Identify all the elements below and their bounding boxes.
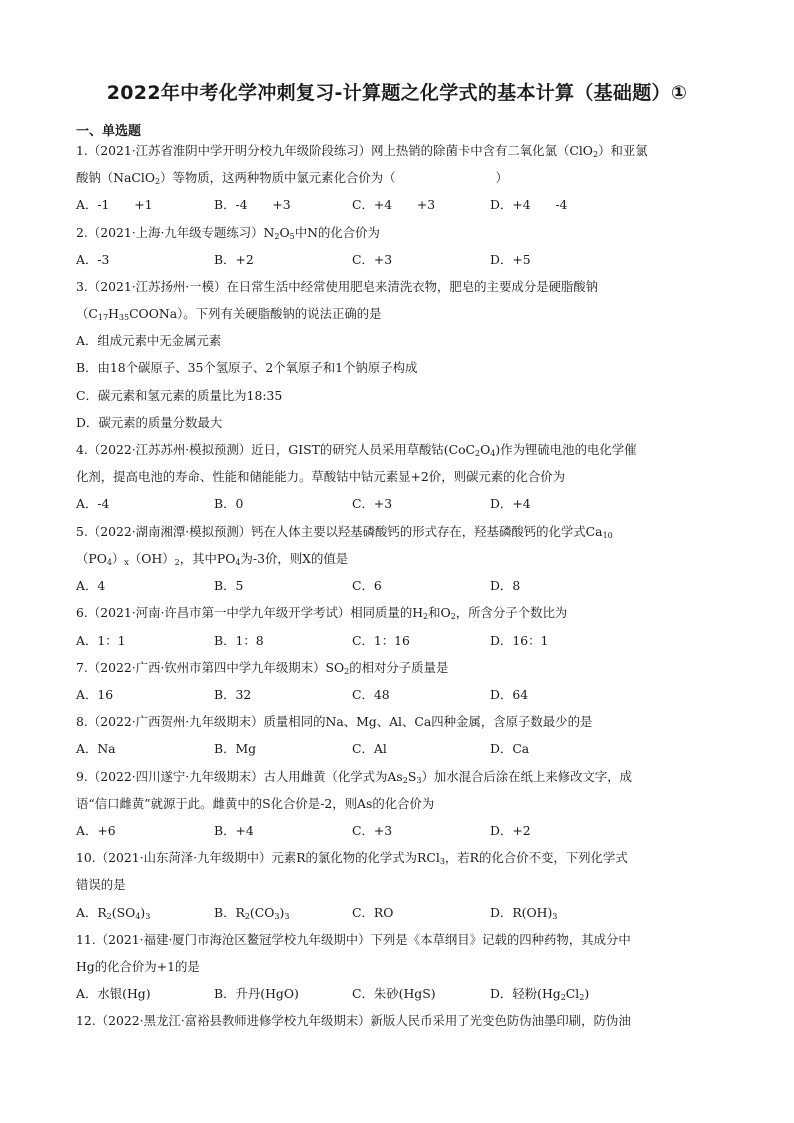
text-run: 化剂，提高电池的寿命、性能和储能能力。草酸钴中钴元素显+2价，则碳元素的化合价为: [76, 469, 566, 484]
subscript: 3: [552, 912, 558, 921]
option-c[interactable]: C．+3: [352, 252, 393, 267]
text-run: D．碳元素的质量分数最大: [76, 415, 223, 430]
option-b[interactable]: B．5: [214, 578, 244, 593]
option-c[interactable]: C．Al: [352, 741, 387, 756]
text-run: ）和亚氯: [598, 143, 648, 158]
option-b[interactable]: B．Mg: [214, 741, 257, 756]
option-c[interactable]: C．+3: [352, 496, 393, 511]
option-c[interactable]: C．1：16: [352, 633, 410, 648]
text-run: ): [279, 905, 285, 920]
option-d[interactable]: D．64: [490, 687, 529, 702]
text-run: 和O: [428, 605, 451, 620]
question-stem: [76, 523, 613, 541]
subscript: 2: [560, 993, 566, 1002]
question-line: [76, 550, 348, 568]
option-a[interactable]: A．Na: [76, 741, 116, 756]
text-run: Cl: [565, 986, 580, 1001]
option-a[interactable]: A．-1 +1: [76, 197, 153, 212]
text-run: 9.（2022·四川遂宁·九年级期末）古人用雌黄（化学式为As: [76, 769, 403, 784]
subscript: 2: [244, 912, 250, 921]
subscript: x: [124, 558, 129, 567]
option-c[interactable]: [352, 985, 436, 1003]
subscript: 2: [450, 612, 456, 621]
text-run: B．R: [214, 905, 245, 920]
subscript: 10: [602, 531, 613, 540]
options-row: [76, 495, 716, 513]
option-a[interactable]: [76, 904, 150, 922]
text-run: 5.（2022·湖南湘潭·模拟预测）钙在人体主要以羟基磷酸钙的形式存在，羟基磷酸钙的化学式Ca: [76, 524, 603, 539]
options-row: [76, 251, 716, 269]
text-run: 的相对分子质量是: [349, 660, 449, 675]
subscript: 2: [423, 612, 429, 621]
text-run: ，其中PO: [179, 551, 236, 566]
text-run: (CO: [249, 905, 275, 920]
option-a[interactable]: A．-3: [76, 252, 110, 267]
question-stem: [76, 931, 631, 949]
subscript: 17: [97, 313, 109, 322]
option-c[interactable]: C．+4 +3: [352, 197, 436, 212]
subscript: 4: [106, 558, 112, 567]
text-run: )作为锂硫电池的电化学催: [495, 442, 637, 457]
option-b[interactable]: B．-4 +3: [214, 197, 291, 212]
option-d[interactable]: D．+5: [490, 252, 531, 267]
options-row: [76, 196, 716, 214]
text-run: B．升丹(HgO): [214, 986, 299, 1001]
subscript: 2: [579, 993, 585, 1002]
text-run: 12.（2022·黑龙江·富裕县教师进修学校九年级期末）新版人民币采用了光变色防伪油墨印刷，防伪油: [76, 1013, 631, 1028]
option-c[interactable]: [352, 904, 393, 922]
text-run: 4.（2022·江苏苏州·模拟预测）近日，GIST的研究人员采用草酸钴(CoC: [76, 442, 476, 457]
text-run: D．轻粉(Hg: [490, 986, 561, 1001]
subscript: 4: [135, 912, 141, 921]
text-run: 酸钠（NaClO: [76, 170, 156, 185]
subscript: 2: [475, 449, 481, 458]
options-row: [76, 822, 716, 840]
option-d[interactable]: D．+4 -4: [490, 197, 568, 212]
text-run: 2.（2021·上海·九年级专题练习）N: [76, 225, 275, 240]
text-run: O: [279, 225, 290, 240]
text-run: A．组成元素中无金属元素: [76, 333, 222, 348]
option-a[interactable]: A．4: [76, 578, 106, 593]
question-line: [76, 387, 282, 405]
text-run: ): [140, 905, 146, 920]
text-run: 3.（2021·江苏扬州·一模）在日常生活中经常使用肥皂来清洗衣物，肥皂的主要成分是硬脂酸钠: [76, 279, 599, 294]
option-b[interactable]: B．0: [214, 496, 244, 511]
text-run: ）: [495, 170, 508, 185]
option-b[interactable]: B．1：8: [214, 633, 264, 648]
subscript: 3: [416, 776, 422, 785]
text-run: B．由18个碳原子、35个氢原子、2个氧原子和1个钠原子构成: [76, 360, 418, 375]
option-d[interactable]: D．Ca: [490, 741, 530, 756]
option-d[interactable]: [490, 904, 557, 922]
question-stem: [76, 142, 648, 160]
text-run: C．碳元素和氢元素的质量比为18:35: [76, 388, 283, 403]
question-line: [76, 359, 417, 377]
question-stem: [76, 713, 592, 731]
subscript: 2: [174, 558, 180, 567]
options-row: [76, 577, 716, 595]
text-run: H: [108, 306, 119, 321]
text-run: 8.（2022·广西贺州·九年级期末）质量相同的Na、Mg、Al、Ca四种金属，含原子数最少的是: [76, 714, 593, 729]
text-run: 语“信口雌黄”就源于此。雌黄中的S化合价是-2，则As的化合价为: [76, 796, 435, 811]
subscript: 2: [155, 177, 161, 186]
question-line: [76, 468, 565, 486]
option-b[interactable]: [214, 904, 289, 922]
option-a[interactable]: [76, 985, 151, 1003]
text-run: 6.（2021·河南·许昌市第一中学九年级开学考试）相同质量的H: [76, 605, 424, 620]
text-run: ，所含分子个数比为: [455, 605, 568, 620]
option-b[interactable]: [214, 985, 299, 1003]
subscript: 4: [235, 558, 241, 567]
text-run: （C: [76, 306, 98, 321]
question-stem: [76, 849, 628, 867]
option-a[interactable]: A．1：1: [76, 633, 126, 648]
subscript: 2: [344, 667, 350, 676]
question-stem: [76, 278, 598, 296]
text-run: （PO: [76, 551, 107, 566]
option-b[interactable]: B．+4: [214, 823, 254, 838]
subscript: 2: [592, 150, 599, 159]
text-run: 7.（2022·广西·钦州市第四中学九年级期末）SO: [76, 660, 345, 675]
text-run: D．R(OH): [490, 905, 553, 920]
question-line: [76, 414, 222, 432]
text-run: S: [407, 769, 417, 784]
options-row: [76, 740, 716, 758]
question-stem: [76, 224, 380, 242]
options-row: [76, 904, 716, 922]
text-run: C．朱砂(HgS): [352, 986, 436, 1001]
question-line: [76, 958, 200, 976]
options-row: [76, 686, 716, 704]
text-run: ）加水混合后涂在纸上来修改文字，成: [421, 769, 633, 784]
question-stem: [76, 441, 637, 459]
option-d[interactable]: D．8: [490, 578, 521, 593]
question-stem: [76, 604, 567, 622]
question-line: [76, 876, 126, 894]
text-run: 1.（2021·江苏省淮阴中学开明分校九年级阶段练习）网上热销的除菌卡中含有二氧化氯（ClO: [76, 143, 593, 158]
text-run: O: [480, 442, 491, 457]
subscript: 3: [284, 912, 290, 921]
option-b[interactable]: B．+2: [214, 252, 254, 267]
subscript: 5: [289, 232, 295, 241]
subscript: 2: [106, 912, 112, 921]
question-line: [76, 795, 434, 813]
option-d[interactable]: D．16：1: [490, 633, 549, 648]
text-run: 10.（2021·山东菏泽·九年级期中）元素R的氯化物的化学式为RCl: [76, 850, 440, 865]
text-run: ）: [111, 551, 125, 566]
subscript: 3: [145, 912, 151, 921]
text-run: 中N的化合价为: [294, 225, 380, 240]
option-a[interactable]: A．+6: [76, 823, 116, 838]
subscript: 3: [439, 857, 445, 866]
question-line: [76, 169, 508, 187]
question-line: [76, 332, 221, 350]
text-run: COONa）。下列有关硬脂酸钠的说法正确的是: [129, 306, 382, 321]
text-run: Hg的化合价为+1的是: [76, 959, 200, 974]
section-heading: 一、单选题: [76, 124, 142, 139]
option-a[interactable]: A．16: [76, 687, 114, 702]
text-run: C．RO: [352, 905, 394, 920]
question-stem: [76, 768, 632, 786]
question-line: [76, 305, 382, 323]
subscript: 4: [490, 449, 496, 458]
question-stem: [76, 1012, 631, 1030]
options-row: [76, 632, 716, 650]
question-stem: [76, 659, 448, 677]
text-run: 错误的是: [76, 877, 126, 892]
text-run: 为-3价，则X的值是: [240, 551, 349, 566]
option-b[interactable]: B．32: [214, 687, 252, 702]
text-run: （OH）: [128, 551, 175, 566]
text-run: ，若R的化合价不变，下列化学式: [444, 850, 628, 865]
text-run: (SO: [111, 905, 136, 920]
text-run: A．R: [76, 905, 107, 920]
option-d[interactable]: D．+4: [490, 496, 531, 511]
subscript: 35: [118, 313, 130, 322]
text-run: ): [584, 986, 590, 1001]
text-run: 11.（2021·福建·厦门市海沧区鳌冠学校九年级期中）下列是《本草纲目》记载的四种药物，其成分中: [76, 932, 631, 947]
page-title: 2022年中考化学冲刺复习-计算题之化学式的基本计算（基础题）①: [106, 82, 688, 104]
option-d[interactable]: D．+2: [490, 823, 531, 838]
option-c[interactable]: C．6: [352, 578, 382, 593]
subscript: 2: [274, 232, 280, 241]
subscript: 3: [274, 912, 280, 921]
option-c[interactable]: C．+3: [352, 823, 393, 838]
text-run: A．水银(Hg): [76, 986, 151, 1001]
option-c[interactable]: C．48: [352, 687, 390, 702]
subscript: 2: [402, 776, 408, 785]
text-run: ）等物质，这两种物质中氯元素化合价为（: [160, 170, 396, 185]
option-d[interactable]: [490, 985, 589, 1003]
options-row: [76, 985, 716, 1003]
option-a[interactable]: A．-4: [76, 496, 110, 511]
